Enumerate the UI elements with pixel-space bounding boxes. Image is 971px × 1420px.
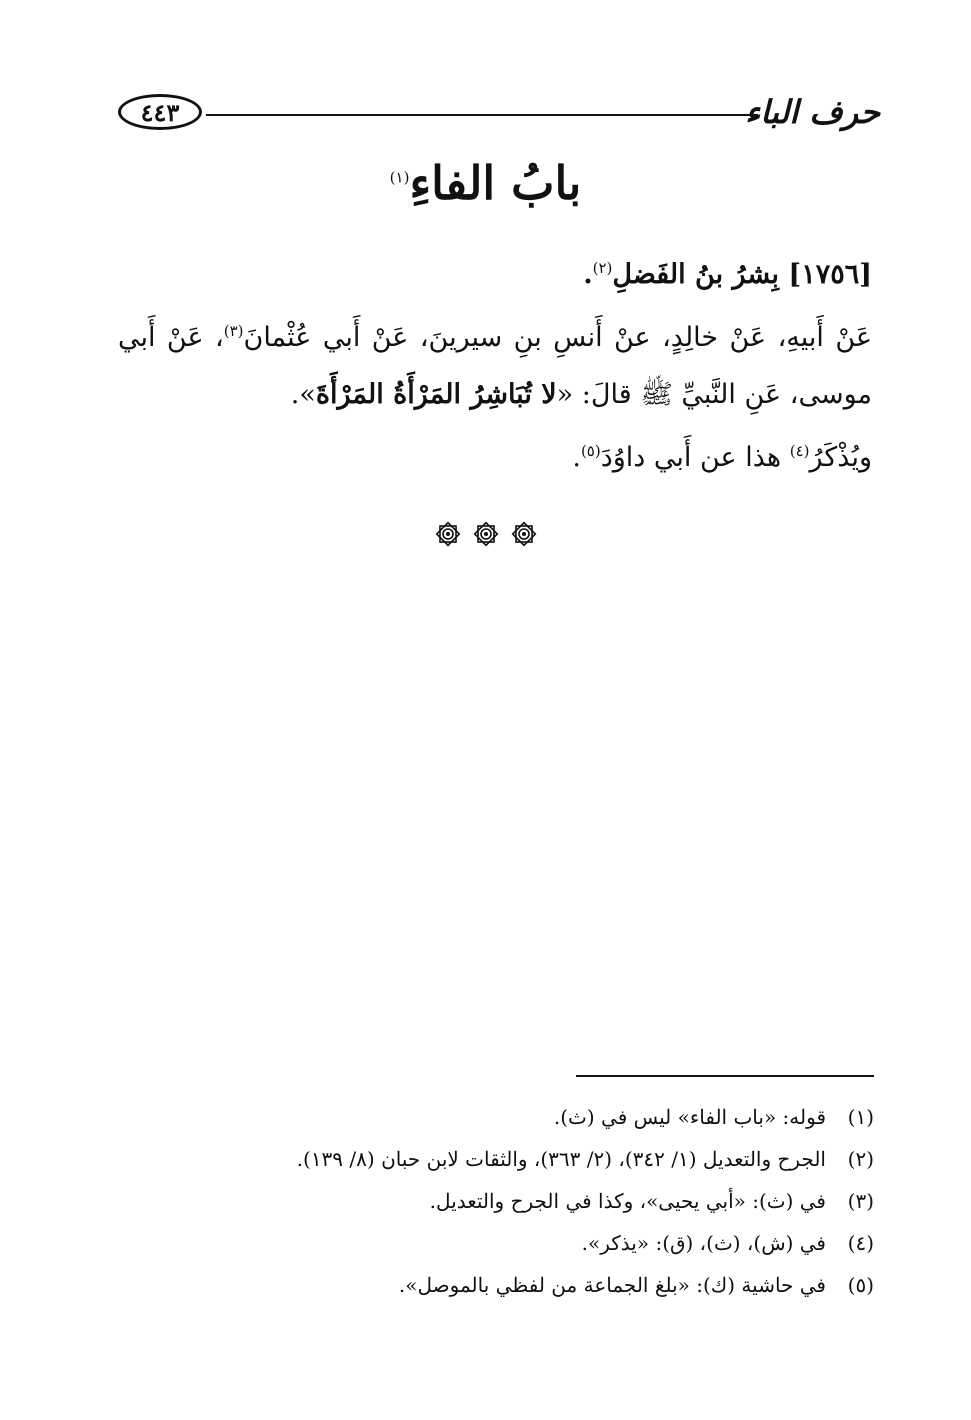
- mention-source: هذا عن أَبي داوُدَ: [600, 442, 790, 473]
- footnote-3: [118, 1180, 874, 1222]
- quote-end: ».: [290, 379, 316, 410]
- footnote-ref-3: (٣): [223, 322, 244, 340]
- mention-verb: ويُذْكَرُ: [809, 442, 872, 473]
- header-rule: [206, 114, 758, 116]
- footnote-text: الجرح والتعديل (١/ ٣٤٢)، (٢/ ٣٦٣)، والثقات لابن حبان (٨/ ١٣٩).: [296, 1147, 826, 1171]
- rosette-ornament-icon: [472, 520, 500, 548]
- footnotes: [118, 1096, 874, 1306]
- footnote-2: [118, 1138, 874, 1180]
- footnote-5: [118, 1264, 874, 1306]
- footnote-text: في (ش)، (ث)، (ق): «يذكر».: [581, 1231, 826, 1255]
- body-text: [118, 240, 872, 486]
- footnote-ref-5: (٥): [580, 442, 601, 460]
- running-title: حرف الباء: [745, 93, 880, 131]
- rosette-ornament-icon: [434, 520, 462, 548]
- page-number-badge: [118, 94, 202, 130]
- footnote-text: في حاشية (ك): «بلغ الجماعة من لفظي بالموصل».: [398, 1273, 826, 1297]
- chapter-title-text: بابُ الفاءِ: [409, 156, 582, 210]
- footnote-ref-4: (٤): [789, 442, 810, 460]
- footnote-ref-1: (١): [389, 168, 410, 187]
- mention-end: .: [572, 442, 581, 473]
- footnote-ref-2: (٢): [592, 259, 613, 277]
- page-number: ٤٤٣: [140, 97, 180, 127]
- footnote-text: قوله: «باب الفاء» ليس في (ث).: [553, 1105, 826, 1129]
- entry-heading: [118, 240, 872, 303]
- rosette-ornament-icon: [510, 520, 538, 548]
- narration-chain-cont: ، عَنْ أَبي موسى، عَنِ النَّبيِّ ﷺ قالَ: «: [118, 322, 872, 410]
- narration-paragraph: [118, 303, 872, 423]
- footnote-number: (٣): [847, 1189, 874, 1213]
- entry-name: بِشرُ بنُ الفَضلِ: [612, 259, 780, 290]
- footnote-text: في (ث): «أبي يحيى»، وكذا في الجرح والتعديل.: [429, 1189, 826, 1213]
- running-header: [118, 82, 880, 142]
- footnote-separator: [576, 1075, 874, 1077]
- mention-line: [118, 423, 872, 486]
- footnote-number: (١): [847, 1105, 874, 1129]
- chapter-title: [0, 156, 971, 210]
- section-divider: [0, 520, 971, 548]
- entry-number: [١٧٥٦]: [788, 259, 872, 290]
- footnote-number: (٤): [847, 1231, 874, 1255]
- footnote-1: [118, 1096, 874, 1138]
- narration-chain: عَنْ أَبيهِ، عَنْ خالِدٍ، عنْ أَنسِ بنِ سيرينَ، عَنْ أَبي عُثْمانَ: [243, 322, 872, 353]
- entry-end: .: [583, 259, 593, 290]
- footnote-number: (٥): [847, 1273, 874, 1297]
- hadith-quote: لا تُبَاشِرُ المَرْأَةُ المَرْأَةَ: [315, 379, 557, 410]
- footnote-4: [118, 1222, 874, 1264]
- footnote-number: (٢): [847, 1147, 874, 1171]
